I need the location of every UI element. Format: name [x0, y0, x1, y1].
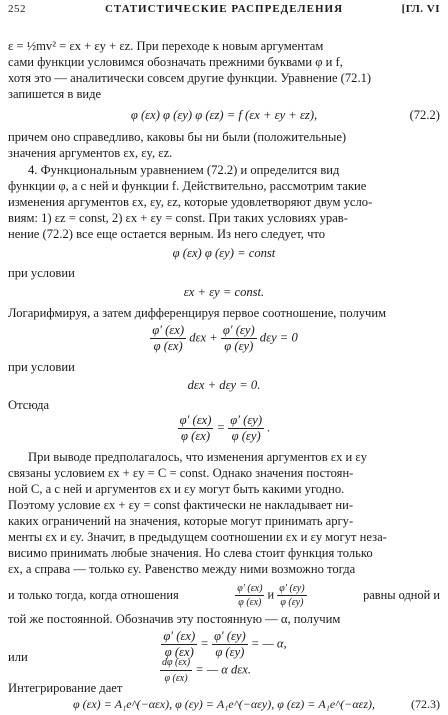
- text-line: нение (72.2) все еще остается верным. Из него следует, что: [8, 227, 326, 241]
- equation-term: =: [213, 420, 229, 435]
- text-line: Интегрирование дает: [8, 681, 123, 695]
- equation-formula: φ (εx) = A₁e^(−αεx), φ (εy) = A₁e^(−αεy), φ (εz) = A₁e^(−αεz),: [72, 697, 376, 711]
- running-header: [8, 3, 440, 19]
- equation-differential: [8, 323, 440, 354]
- fraction-numerator: φ′ (εx): [179, 413, 212, 427]
- fraction-numerator: φ′ (εy): [279, 582, 305, 594]
- text-line: или: [8, 650, 28, 664]
- fraction-denominator: φ (εx): [153, 339, 183, 353]
- fraction-denominator: φ (εy): [280, 596, 304, 608]
- text-line: ε = ½mv² = εx + εy + εz. При переходе к новым аргументам: [8, 39, 324, 53]
- text-line: ной C, а с ней и аргументов εx и εy могут быть какими угодно.: [8, 482, 345, 496]
- equation-number: (72.3): [411, 697, 440, 711]
- text-line-with-fractions: [8, 578, 440, 612]
- fraction-denominator: φ (εx): [164, 645, 194, 659]
- equation-number: (72.2): [409, 108, 440, 122]
- chapter-label: [ГЛ. VI: [401, 3, 440, 15]
- text-line: εx, а справа — только εy. Равенство между ними возможно тогда: [8, 562, 356, 576]
- text-line: запишется в виде: [8, 87, 102, 101]
- text-line: функции φ, а с ней и функции f. Действительно, рассмотрим такие: [8, 179, 367, 193]
- fraction-numerator: φ′ (εy): [222, 323, 255, 337]
- fraction-denominator: φ (εx): [164, 673, 188, 684]
- equation-term: = — α dεx.: [192, 662, 251, 677]
- text-line: при условии: [8, 360, 75, 374]
- text-line: 4. Функциональным уравнением (72.2) и определится вид: [28, 163, 340, 177]
- fraction-denominator: φ (εy): [231, 429, 261, 443]
- text-line: висимо принимать любые значения. Но слева стоит функция только: [8, 546, 373, 560]
- fraction-numerator: φ′ (εx): [237, 582, 263, 594]
- fraction-denominator: φ (εy): [224, 339, 254, 353]
- text-line: каких ограничений на значения, которые могут принимать аргу-: [8, 514, 354, 528]
- equation-formula: φ (εx) φ (εy) φ (εz) = f (εx + εy + εz),: [130, 108, 318, 122]
- text-fragment: и: [264, 586, 278, 601]
- equation-term: =: [197, 636, 212, 651]
- equation-ratio: [8, 413, 440, 444]
- equation-dsum: dεx + dεy = 0.: [187, 378, 261, 392]
- text-line: связаны условием εx + εy = C = const. Однако значения постоян-: [8, 466, 354, 480]
- text-line: виям: 1) εz = const, 2) εx + εy = const. При таких условиях урав-: [8, 211, 348, 225]
- text-line: сами функции условимся обозначать прежними буквами φ и f,: [8, 55, 343, 69]
- fraction-numerator: φ′ (εy): [230, 413, 263, 427]
- text-line: хотя это — аналитически совсем другие функции. Уравнение (72.1): [8, 71, 372, 85]
- text-line: той же постоянной. Обозначив эту постоянную — α, получим: [8, 612, 341, 626]
- fraction-denominator: φ (εx): [181, 429, 211, 443]
- running-title: СТАТИСТИЧЕСКИЕ РАСПРЕДЕЛЕНИЯ: [104, 3, 344, 15]
- text-line: Поэтому условие εx + εy = const фактически не накладывает ни-: [8, 498, 354, 512]
- fraction-numerator: φ′ (εy): [213, 629, 246, 643]
- text-line: при условии: [8, 266, 75, 280]
- text-line: Отсюда: [8, 398, 50, 412]
- equation-72-3: [8, 697, 440, 712]
- text-line: изменения аргументов εx, εy, εz, которые удовлетворяют двум усло-: [8, 195, 373, 209]
- text-line: значения аргументов εx, εy, εz.: [8, 146, 173, 160]
- fraction-denominator: φ (εy): [215, 645, 245, 659]
- text-line: менты εx и εy. Значит, в предыдущем соотношении εx и εy могут неза-: [8, 530, 387, 544]
- text-fragment: равны одной и: [363, 587, 440, 602]
- fraction-denominator: φ (εx): [238, 596, 262, 608]
- equation-72-2: [8, 108, 440, 123]
- fraction-numerator: dφ (εx): [160, 655, 192, 671]
- fraction-numerator: φ′ (εx): [152, 323, 185, 337]
- text-line: При выводе предполагалось, что изменения аргументов εx и εy: [28, 450, 368, 464]
- text-line: Логарифмируя, а затем дифференцируя первое соотношение, получим: [8, 306, 387, 320]
- equation-term: = — α,: [247, 636, 287, 651]
- equation-sum-const: εx + εy = const.: [183, 285, 265, 299]
- equation-term: .: [264, 420, 271, 435]
- fraction-numerator: φ′ (εx): [163, 629, 196, 643]
- text-fragment: и только тогда, когда отношения: [8, 587, 179, 602]
- equation-term: dεx +: [186, 330, 221, 345]
- page-number: 252: [8, 3, 26, 15]
- equation-term: dεy = 0: [256, 330, 298, 345]
- equation-product-const: φ (εx) φ (εy) = const: [172, 246, 276, 260]
- text-line: причем оно справедливо, каковы бы ни были (положительные): [8, 130, 347, 144]
